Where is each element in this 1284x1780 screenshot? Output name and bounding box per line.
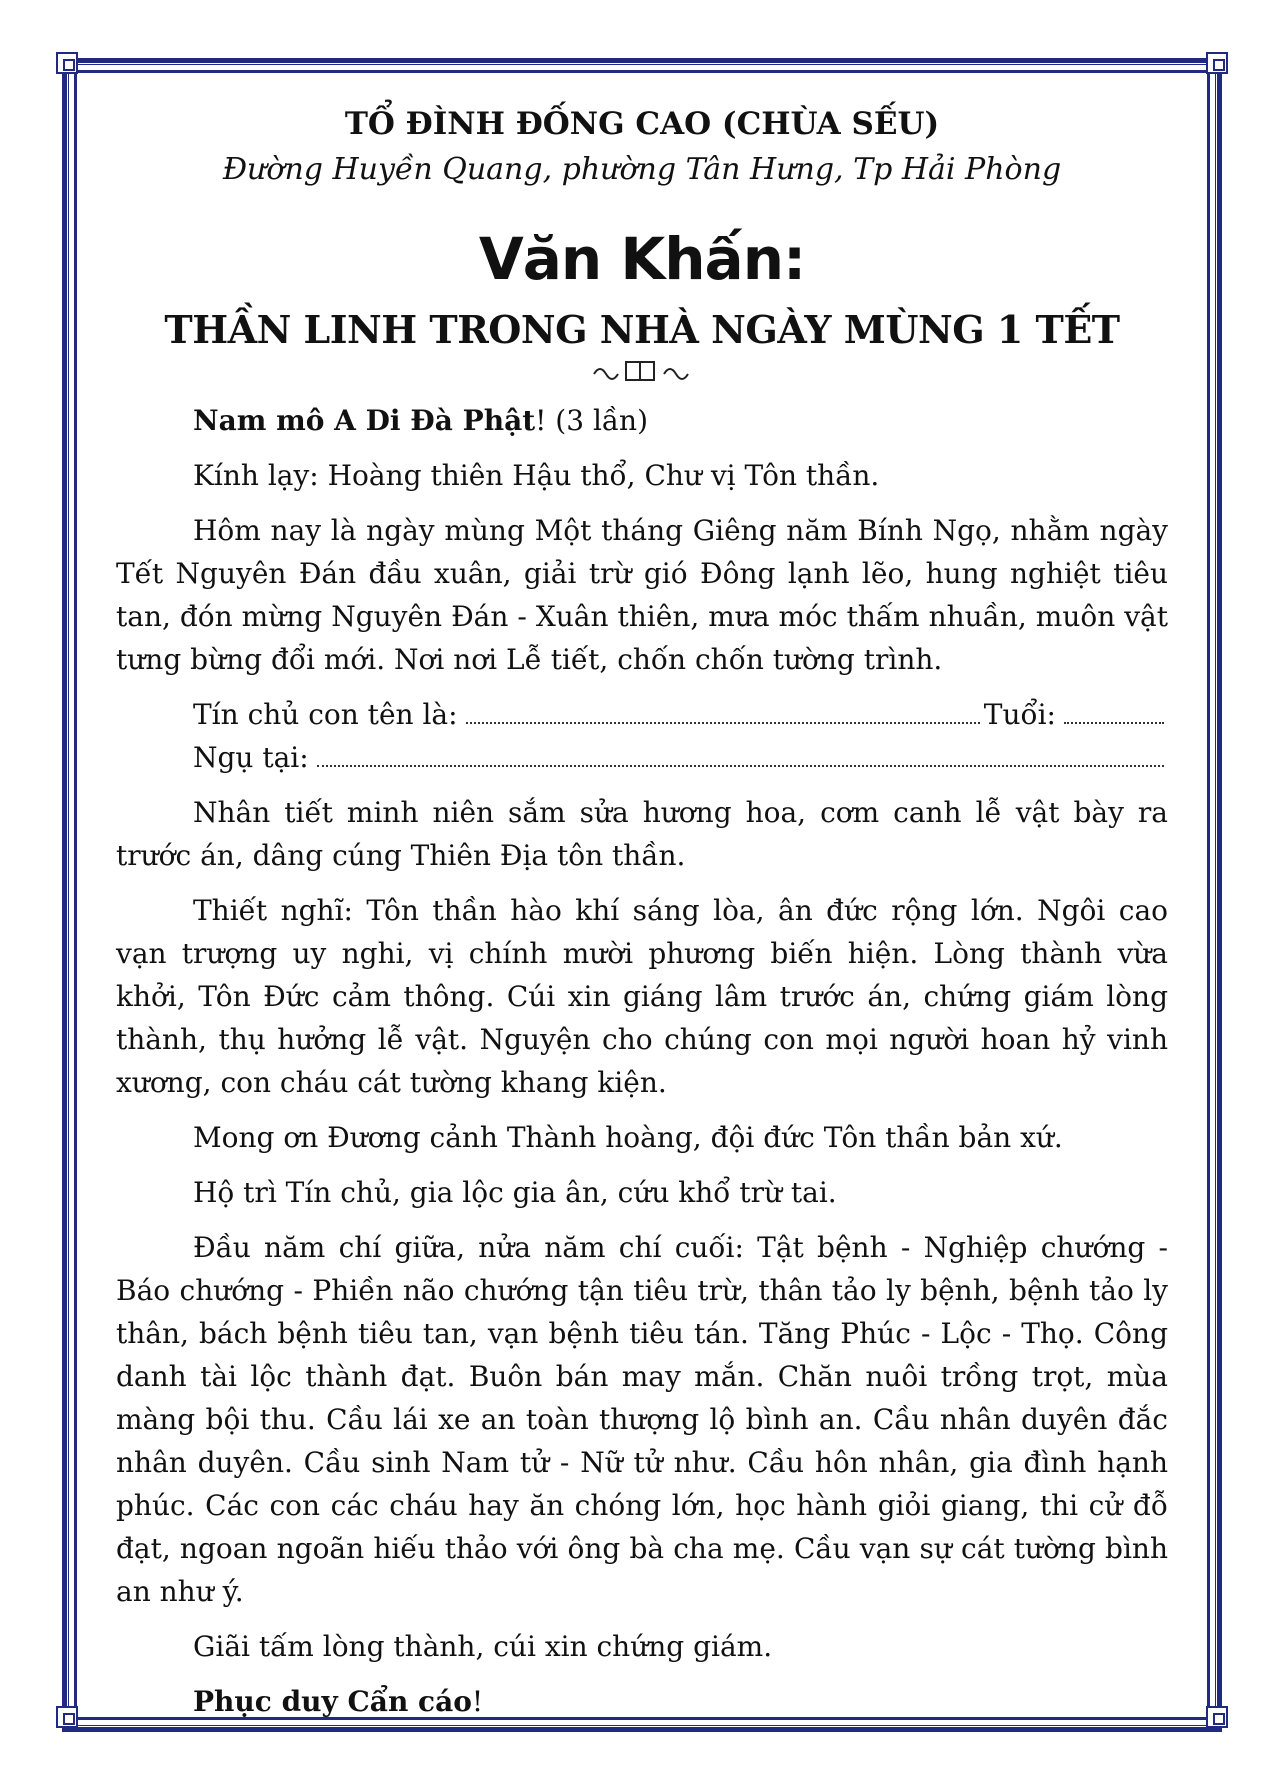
border-corner-top-left <box>56 52 78 74</box>
paragraph-4: Mong ơn Đương cảnh Thành hoàng, đội đức Tôn thần bản xứ. <box>193 1121 1063 1154</box>
greeting-line: Kính lạy: Hoàng thiên Hậu thổ, Chư vị Tôn thần. <box>193 459 880 492</box>
document-subtitle: THẦN LINH TRONG NHÀ NGÀY MÙNG 1 TẾT <box>164 307 1120 352</box>
age-label: Tuổi: <box>983 698 1056 731</box>
residence-blank <box>317 764 1164 767</box>
border-corner-bottom-left <box>56 1706 78 1728</box>
closing-rest: ! <box>471 1685 484 1718</box>
temple-address: Đường Huyền Quang, phường Tân Hưng, Tp Hải Phòng <box>222 152 1062 187</box>
invocation-rest: ! (3 lần) <box>535 404 649 437</box>
paragraph-1: Hôm nay là ngày mùng Một tháng Giêng năm Bính Ngọ, nhằm ngày Tết Nguyên Đán đầu xuân, giải trừ gió Đông lạnh lẽo, hung nghiệt tiêu tan, đón mừng Nguyên Đán - Xuân thiên, mưa móc thấm nhuần, muôn vật tưng bừng đổi mới. Nơi nơi Lễ tiết, chốn chốn tường trình. <box>116 514 1168 676</box>
name-label: Tín chủ con tên là: <box>193 698 458 731</box>
residence-row <box>116 736 1168 779</box>
temple-name: TỔ ĐÌNH ĐỐNG CAO (CHÙA SẾU) <box>344 106 940 142</box>
book-ornament-icon <box>116 356 1168 393</box>
document-content <box>116 96 1168 1723</box>
paragraph-7: Giãi tấm lòng thành, cúi xin chứng giám. <box>193 1630 773 1663</box>
invocation-bold: Nam mô A Di Đà Phật <box>193 404 536 437</box>
age-blank <box>1064 721 1164 724</box>
name-age-row <box>116 693 1168 736</box>
paragraph-6: Đầu năm chí giữa, nửa năm chí cuối: Tật bệnh - Nghiệp chướng - Báo chướng - Phiền não chướng tận tiêu trừ, thân tảo ly bệnh, bệnh tảo ly thân, bách bệnh tiêu tan, vạn bệnh tiêu tán. Tăng Phúc - Lộc - Thọ. Công danh tài lộc thành đạt. Buôn bán may mắn. Chăn nuôi trồng trọt, mùa màng bội thu. Cầu lái xe an toàn thượng lộ bình an. Cầu nhân duyên đắc nhân duyên. Cầu sinh Nam tử - Nữ tử như. Cầu hôn nhân, gia đình hạnh phúc. Các con các cháu hay ăn chóng lớn, học hành giỏi giang, thi cử đỗ đạt, ngoan ngoãn hiếu thảo với ông bà cha mẹ. Cầu vạn sự cát tường bình an như ý. <box>116 1231 1168 1608</box>
document-title: Văn Khấn: <box>478 225 806 293</box>
border-corner-top-right <box>1206 52 1228 74</box>
paragraph-5: Hộ trì Tín chủ, gia lộc gia ân, cứu khổ trừ tai. <box>193 1176 837 1209</box>
residence-label: Ngụ tại: <box>193 741 309 774</box>
closing-bold: Phục duy Cẩn cáo <box>193 1685 472 1718</box>
border-corner-bottom-right <box>1206 1706 1228 1728</box>
name-blank <box>466 721 980 724</box>
paragraph-3: Thiết nghĩ: Tôn thần hào khí sáng lòa, ân đức rộng lớn. Ngôi cao vạn trượng uy nghi, vị chính mười phương biến hiện. Lòng thành vừa khởi, Tôn Đức cảm thông. Cúi xin giáng lâm trước án, chứng giám lòng thành, thụ hưởng lễ vật. Nguyện cho chúng con mọi người hoan hỷ vinh xương, con cháu cát tường khang kiện. <box>116 894 1168 1099</box>
paragraph-2: Nhân tiết minh niên sắm sửa hương hoa, cơm canh lễ vật bày ra trước án, dâng cúng Thiên Địa tôn thần. <box>116 796 1168 872</box>
